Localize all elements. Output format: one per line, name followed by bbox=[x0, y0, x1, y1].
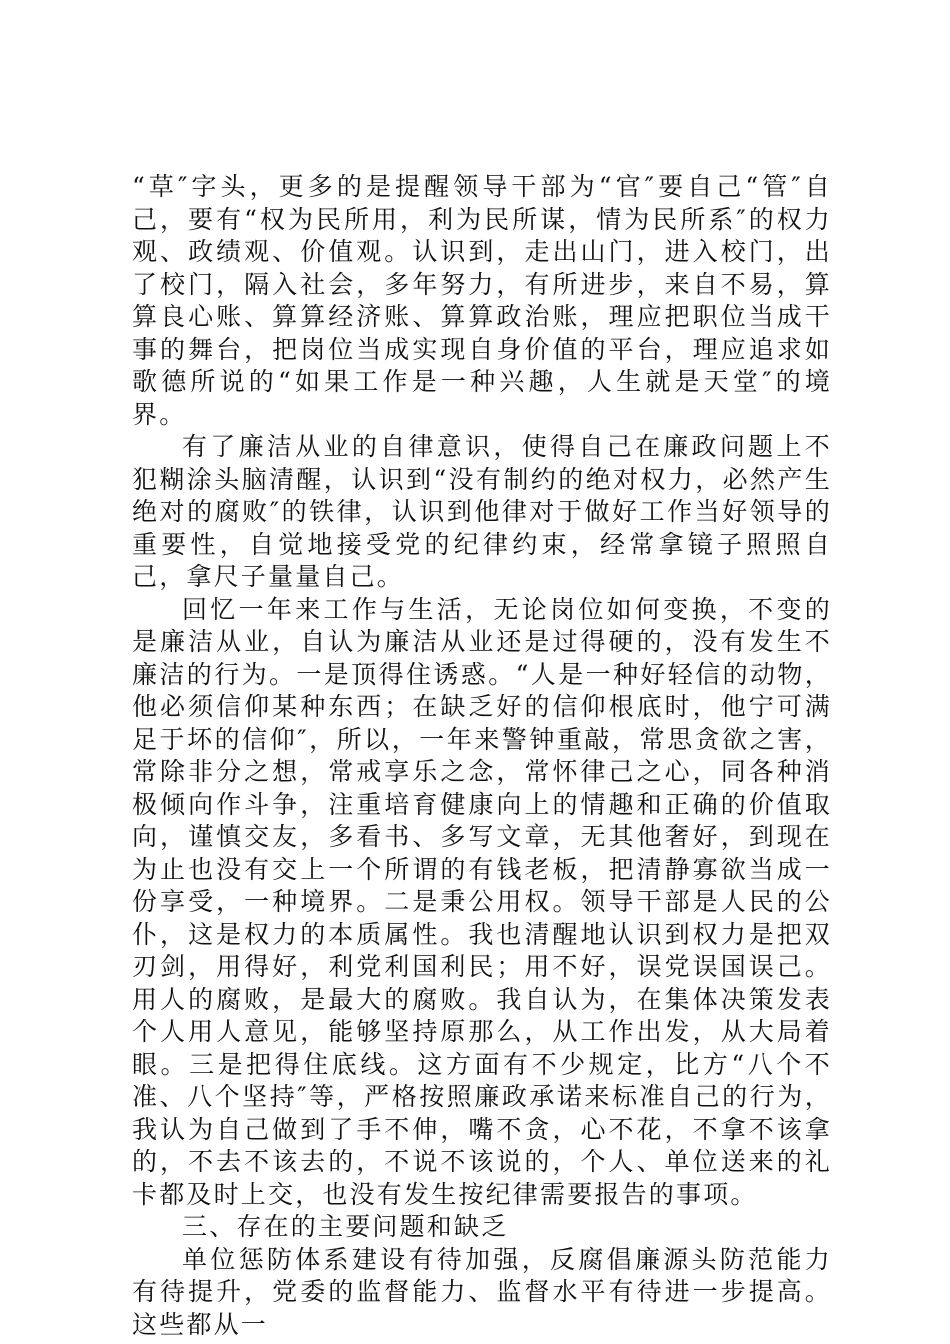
paragraph-year-review: 回忆一年来工作与生活，无论岗位如何变换，不变的是廉洁从业，自认为廉洁从业还是过得硬的，没有发生不廉洁的行为。一是顶得住诱惑。“人是一种好轻信的动物，他必须信仰某种东西；在缺乏好的信仰根底时，他宁可满足于坏的信仰″，所以，一年来警钟重敲，常思贪欲之害，常除非分之想，常戒享乐之念，常怀律己之心，同各种消极倾向作斗争，注重培育健康向上的情趣和正确的价值取向，谨慎交友，多看书、多写文章，无其他奢好，到现在为止也没有交上一个所谓的有钱老板，把清静寡欲当成一份享受，一种境界。二是秉公用权。领导干部是人民的公仆，这是权力的本质属性。我也清醒地认识到权力是把双刃剑，用得好，利党利国利民；用不好，误党误国误己。用人的腐败，是最大的腐败。我自认为，在集体决策发表个人用人意见，能够坚持原那么，从工作出发，从大局着眼。三是把得住底线。这方面有不少规定，比方“八个不准、八个坚持″等，严格按照廉政承诺来标准自己的行为，我认为自己做到了手不伸，嘴不贪，心不花，不拿不该拿的，不去不该去的，不说不该说的，个人、单位送来的礼卡都及时上交，也没有发生按纪律需要报告的事项。 bbox=[132, 594, 832, 1209]
paragraph-continuation: “草″字头，更多的是提醒领导干部为“官″要自己“管″自己，要有“权为民所用，利为民所谋，情为民所系″的权力观、政绩观、价值观。认识到，走出山门，进入校门，出了校门，隔入社会，多年努力，有所进步，来自不易，算算良心账、算算经济账、算算政治账，理应把职位当成干事的舞台，把岗位当成实现自身价值的平台，理应追求如歌德所说的“如果工作是一种兴趣，人生就是天堂″的境界。 bbox=[132, 172, 832, 429]
document-body bbox=[132, 171, 832, 1341]
paragraph-problems: 单位惩防体系建设有待加强，反腐倡廉源头防范能力有待提升，党委的监督能力、监督水平有待进一步提高。这些都从一 bbox=[132, 1244, 832, 1339]
paragraph-self-discipline: 有了廉洁从业的自律意识，使得自己在廉政问题上不犯糊涂头脑清醒，认识到“没有制约的绝对权力，必然产生绝对的腐败″的铁律，认识到他律对于做好工作当好领导的重要性，自觉地接受党的纪律约束，经常拿镜子照照自己，拿尺子量量自己。 bbox=[132, 432, 832, 591]
section-heading-problems: 三、存在的主要问题和缺乏 bbox=[182, 1212, 509, 1241]
